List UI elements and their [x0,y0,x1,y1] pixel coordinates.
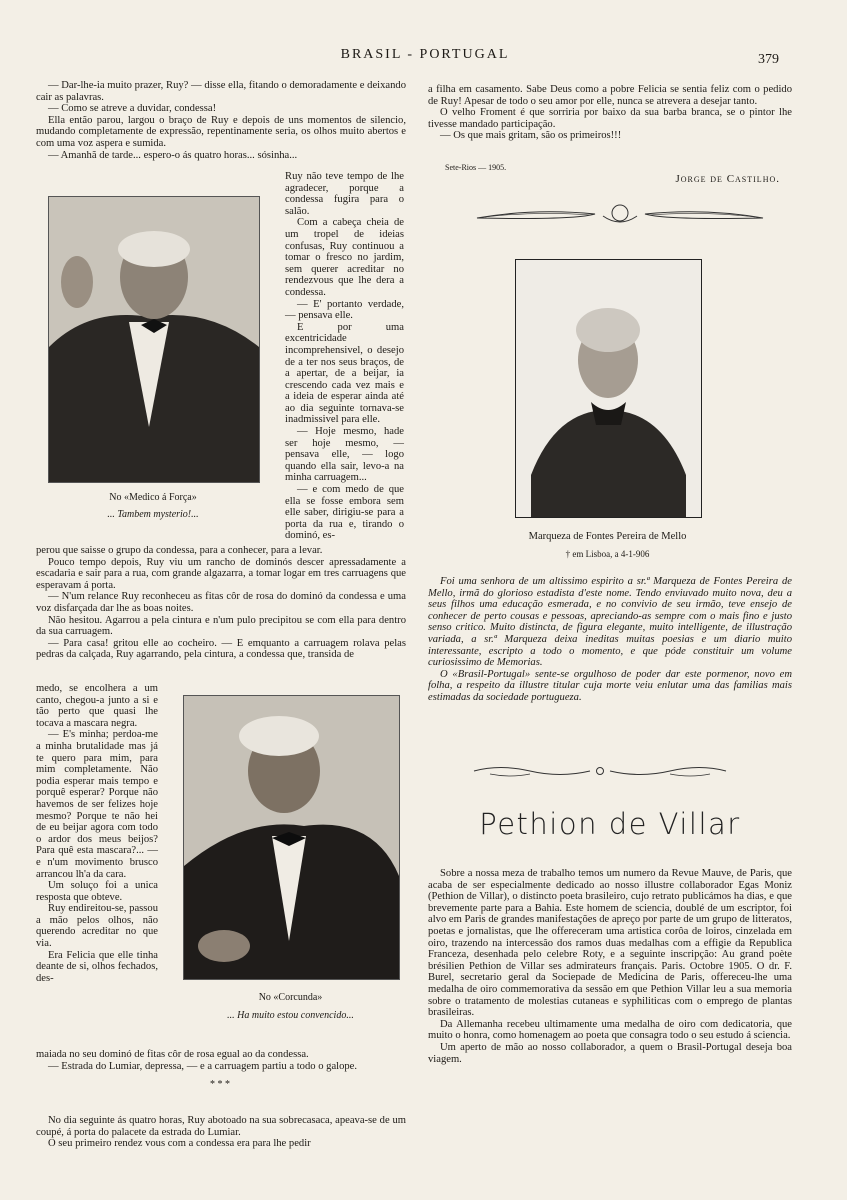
paragraph: Não hesitou. Agarrou a pela cintura e n'um pulo precipitou se com ella para dentro da sua carruagem. [36,614,406,638]
paragraph: Ella então parou, largou o braço de Ruy e depois de uns momentos de silencio, mudando completamente de expressão, repentinamente seria, os olhos muito abertos e com uma voz aspera e sumida. [36,114,406,149]
paragraph: O seu primeiro rendez vous com a condessa era para lhe pedir [48,1138,311,1150]
photo1-subcaption: ... Tambem mysterio!... [107,509,199,520]
left-mid-text [36,545,406,661]
paragraph: O «Brasil-Portugal» sente-se orgulhoso de poder dar este pormenor, novo em folha, a respeito da illustre titular cuja morte veiu enlutar uma das familias mais estimadas da sociedade portugueza. [428,668,792,703]
paragraph: a filha em casamento. Sabe Deus como a pobre Felicia se sentia feliz com o pedido de Ruy! Apesar de todo o seu amor por elle, nunca se atrevera a desejar tanto. [428,84,792,107]
paragraph: Foi uma senhora de um altissimo espirito a sr.ª Marqueza de Fontes Pereira de Mello, irmã do glorioso estadista d'este nome. Tendo enviuvado muito nova, deu a seus filhos uma educação esmerada, e no convivio de seu irmão, teve ensejo de conhecer de perto cousas e pessoas, apreciando-as sempre com o mais fino e justo senso critico. Muito distincta, de figura elegante, muito intelligente, de illustração variada, a sr.ª Marqueza deixa ineditas muitas poesias e um diario muito interessante, escripto a todo o momento, e que póde constituir um volume curiosissimo de Memorias. [428,576,792,669]
paragraph: — Como se atreve a duvidar, condessa! [48,103,217,115]
paragraph: medo, se encolhera a um canto, chegou-a junto a si e tão perto que quasi lhe tocava a mascara negra. [36,683,158,729]
narrow-text-2 [36,683,158,984]
paragraph: O velho Froment é que sorriria por baixo da sua barba branca, se o pintor lhe tivesse mandado participação. [428,107,792,130]
left-bottom-text [36,1049,406,1072]
running-head: BRASIL - PORTUGAL [340,47,510,62]
photo-medico-a-forca [48,196,260,483]
actor-portrait-icon [49,197,259,482]
paragraph: maiada no seu dominó de fitas côr de rosa egual ao da condessa. [36,1049,309,1060]
author-signature: Jorge de Castilho. [675,173,780,185]
floral-divider-icon [470,762,730,780]
paragraph: E por uma excentricidade incomprehensivel, o desejo de a ter nos seus braços, de a apertar, de a beijar, ia crescendo cada vez mais e a ideia de esperar ainda até ao dia seguinte tornava-se inadmissivel para elle. [285,321,404,426]
actor-portrait-icon [184,696,399,979]
paragraph: — E's minha; perdoa-me a minha brutalidade mas já te quero para mim, para mim completamente. Não podia esperar mais tempo e porquê esperar? Porque não havemos de ser felizes hoje mesmo? Porque te não hei de eu beijar agora com todo o ardor dos meus beijos? Para quê esta mascara?... — e n'um movimento brusco arrancou lh'a da cara. [36,729,158,880]
winged-cherub-ornament-icon [475,202,765,228]
paragraph: perou que saisse o grupo da condessa, para a conhecer, para a levar. [36,545,323,556]
paragraph: Ruy endireitou-se, passou a mão pelos olhos, não querendo acreditar no que via. [36,903,158,950]
portrait-subcaption: † em Lisboa, a 4-1-906 [565,549,650,559]
paragraph: — e com medo de que ella se fosse embora sem elle saber, dirigiu-se para a porta da rua e, tirando o dominó, es- [285,484,404,542]
paragraph: — Hoje mesmo, hade ser hoje mesmo, — pensava elle, — logo quando ella sair, levo-a na minha carruagem... [285,426,404,484]
right-top-text [428,84,792,142]
paragraph: Pouco tempo depois, Ruy viu um rancho de dominós descer apressadamente a escadaria e sair para a rua, com grande algazarra, a tomar logar em tres carruagens que esperavam á porta. [36,556,406,591]
article-title: Pethion de Villar [479,807,741,841]
portrait-caption: Marqueza de Fontes Pereira de Mello [528,531,687,542]
paragraph: — Amanhã de tarde... espero-o ás quatro horas... sósinha... [48,149,298,161]
paragraph: Era Felicia que elle tinha deante de si, olhos fechados, des- [36,949,158,984]
paragraph: Com a cabeça cheia de um tropel de ideias confusas, Ruy continuou a tomar o fresco no jardim, sem querer acreditar no rendezvous que lhe dera a condessa. [285,217,404,298]
obituary-text [428,576,792,704]
section-break: * * * [210,1079,230,1090]
paragraph: — E' portanto verdade, — pensava elle. [285,298,404,322]
paragraph: — Dar-lhe-ia muito prazer, Ruy? — disse ella, fitando o demoradamente e deixando cair as palavras. [36,80,406,103]
article-text [428,868,792,1065]
paragraph: Da Allemanha recebeu ultimamente uma medalha de oiro com dedicatoria, que muito o honra, como homenagem ao poeta que consagra todo o seu estudo á sciencia. [428,1018,792,1042]
paragraph: Ruy não teve tempo de lhe agradecer, porque a condessa fugira para o salão. [285,171,404,217]
paragraph: — Os que mais gritam, são os primeiros!!! [440,130,622,142]
paragraph: — Estrada do Lumiar, depressa, — e a carruagem partiu a todo o galope. [48,1060,358,1072]
paragraph: Um soluço foi a unica resposta que obteve. [36,880,158,903]
photo-corcunda [183,695,400,980]
paragraph: No dia seguinte ás quatro horas, Ruy abotoado na sua sobrecasaca, apeava-se de um coupé, á porta do palacete da estrada do Lumiar. [36,1115,406,1138]
photo2-subcaption: ... Ha muito estou convencido... [227,1010,354,1021]
paragraph: — N'um relance Ruy reconheceu as fitas côr de rosa do dominó da condessa e uma voz disfarçada dar lhe as boas noites. [36,591,406,614]
paragraph: Um aperto de mão ao nosso collaborador, a quem o Brasil-Portugal deseja boa viagem. [428,1041,792,1065]
photo1-caption: No «Medico á Força» [109,492,197,503]
portrait-marqueza [515,259,702,518]
paragraph: — Para casa! gritou elle ao cocheiro. — E emquanto a carruagem rolava pelas pedras da calçada, Ruy agarrando, pela cintura, a condessa que, transida de [36,637,406,661]
narrow-text-1 [285,171,404,542]
photo2-caption: No «Corcunda» [258,992,323,1003]
place-date: Sete-Rios — 1905. [445,163,507,172]
page-number: 379 [758,52,779,67]
woman-portrait-icon [516,260,701,517]
left-top-text [36,80,406,161]
paragraph: Sobre a nossa meza de trabalho temos um numero da Revue Mauve, de Paris, que acaba de ser especialmente dedicado ao nosso illustre collaborador Egas Moniz (Pethion de Villar), o distincto poeta brasileiro, cujo retrato publicámos ha dias, e que brevemente parte para a Bahia. Este homem de sciencia, doublé de um escriptor, foi alvo em Paris de grandes manifestações de apreço por parte de um grupo de litteratos, poetas e jornalistas, que lhe offereceram uma artistica corôa de loiros, cinzelada em oiro, trazendo na intercessão dos ramos duas medalhas com a effigie da Republica Franceza, desenhada pelo celebre Roty, e a seguinte inscripção: Au grand poète brésilien Pethion de Villar ses admirateurs français. Paris. Octobre 1905. O dr. F. Burel, secretario geral da Sociepade de Medicina de Paris, offereceu-lhe uma medalha de oiro commemorativa da sessão em que Pethion Villar leu a sua memoria sobre o tratamento de molestias cutaneas e syphiliticas com o emprego de plantas brasileiras. [428,868,792,1019]
left-final-text [36,1115,406,1150]
